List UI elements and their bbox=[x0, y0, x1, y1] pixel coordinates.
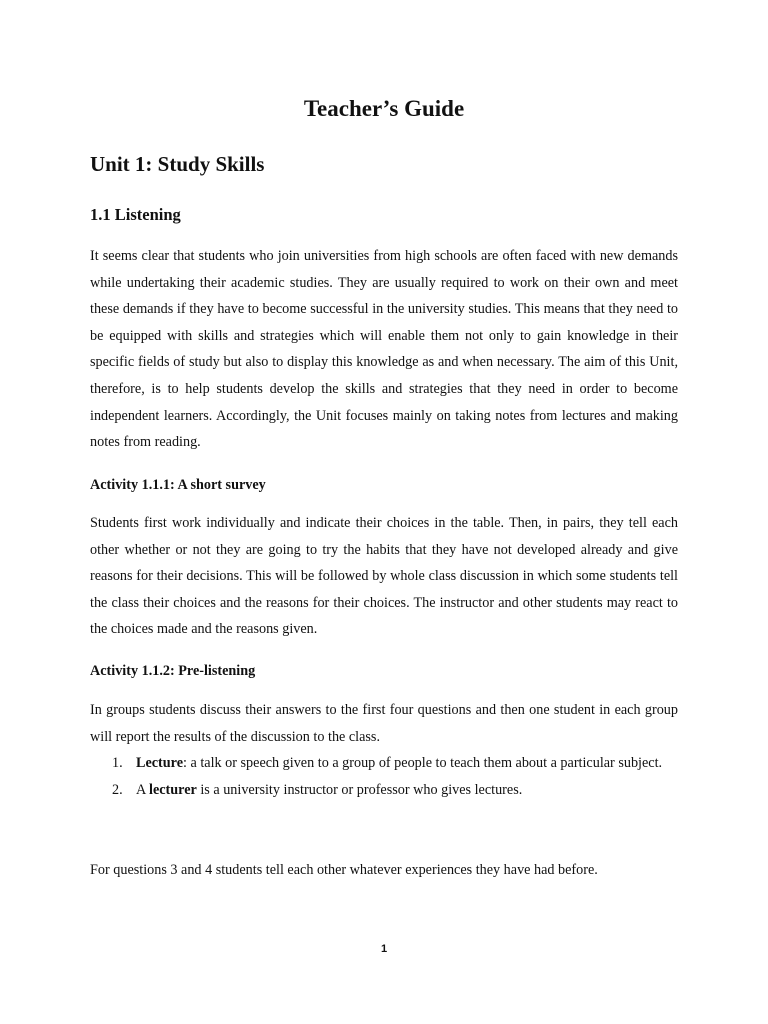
definition-term: Lecture bbox=[136, 755, 184, 771]
document-title: Teacher’s Guide bbox=[303, 96, 465, 121]
definition-item bbox=[90, 777, 678, 804]
activity-heading-1: Activity 1.1.1: A short survey bbox=[90, 477, 266, 493]
definition-term: lecturer bbox=[149, 781, 197, 798]
definition-list bbox=[90, 750, 678, 803]
closing-paragraph: For questions 3 and 4 students tell each other whatever experiences they have had before. bbox=[90, 862, 598, 878]
section-heading: 1.1 Listening bbox=[90, 205, 181, 224]
intro-paragraph: It seems clear that students who join universities from high schools are often faced with new demands while undertaking their academic studies. They are usually required to work on their own and meet these demands if they have to become successful in the university studies. This means that they need to be equipped with skills and strategies which will enable them not only to gain knowledge in their specific fields of study but also to display this knowledge as and when necessary. The aim of this Unit, therefore, is to help students develop the skills and strategies that they need in order to become independent learners. Accordingly, the Unit focuses mainly on taking notes from lectures and making notes from reading. bbox=[90, 248, 678, 451]
activity-heading-2: Activity 1.1.2: Pre-listening bbox=[90, 663, 256, 679]
definition-number: 2. bbox=[112, 781, 123, 798]
activity-paragraph-2: In groups students discuss their answers to the first four questions and then one student in each group will report the results of the discussion to the class. bbox=[90, 702, 678, 745]
activity-paragraph-1: Students first work individually and indicate their choices in the table. Then, in pairs, they tell each other whether or not they are going to try the habits that they have not developed already and give reasons for their decisions. This will be followed by whole class discussion in which some students tell the class their choices and the reasons for their choices. The instructor and other students may react to the choices made and the reasons given. bbox=[90, 515, 678, 638]
definition-item bbox=[90, 750, 678, 777]
definition-text: is a university instructor or professor who gives lectures. bbox=[196, 781, 523, 798]
unit-heading: Unit 1: Study Skills bbox=[90, 152, 265, 176]
definition-text: : a talk or speech given to a group of people to teach them about a particular subject. bbox=[183, 755, 663, 771]
definition-prefix: A bbox=[136, 781, 150, 798]
page-number: 1 bbox=[380, 943, 388, 955]
definition-number: 1. bbox=[112, 755, 123, 771]
